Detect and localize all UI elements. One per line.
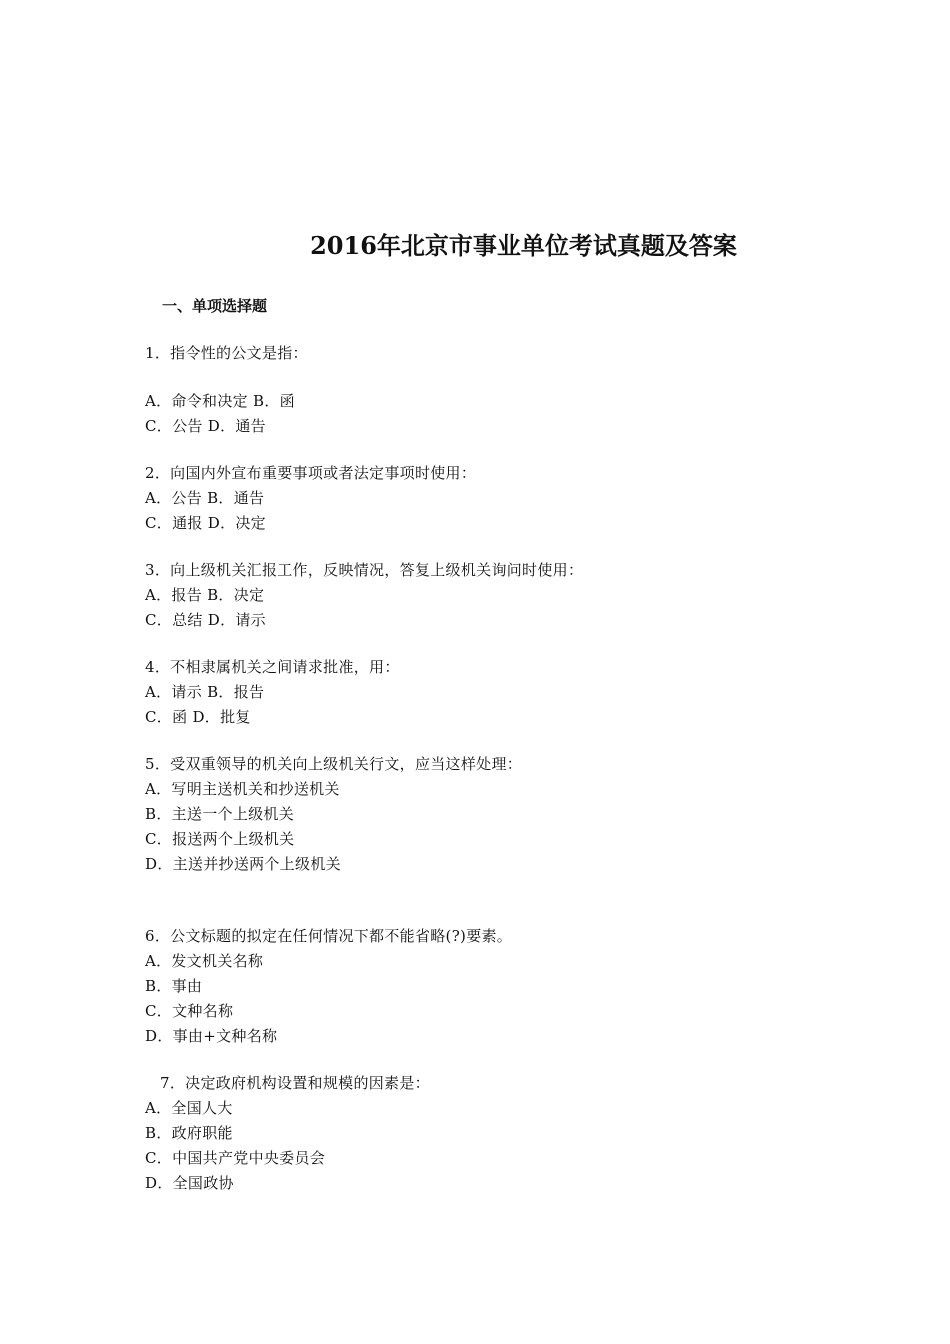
question-6-option-b: B．事由 [145, 977, 203, 995]
question-4-stem: 4．不相隶属机关之间请求批准，用： [145, 658, 400, 676]
question-6-option-d: D．事由+文种名称 [145, 1027, 278, 1045]
question-2-stem: 2．向国内外宣布重要事项或者法定事项时使用： [145, 464, 477, 482]
question-1-option-line-2: C．公告 D．通告 [145, 417, 266, 435]
question-3-option-line-1: A．报告 B．决定 [145, 586, 265, 604]
section-heading: 一、单项选择题 [162, 297, 268, 315]
question-5-option-a: A．写明主送机关和抄送机关 [145, 780, 340, 798]
question-7-option-d: D．全国政协 [145, 1174, 234, 1192]
question-7-option-b: B．政府职能 [145, 1124, 233, 1142]
question-4-option-line-2: C．函 D．批复 [145, 708, 251, 726]
question-2-option-line-2: C．通报 D．决定 [145, 514, 266, 532]
page-title: 2016年北京市事业单位考试真题及答案 [310, 231, 737, 260]
question-6-option-a: A．发文机关名称 [145, 952, 264, 970]
question-1-option-line-1: A．命令和决定 B．函 [145, 392, 295, 410]
question-2-option-line-1: A．公告 B．通告 [145, 489, 265, 507]
question-5-option-d: D．主送并抄送两个上级机关 [145, 855, 341, 873]
question-5-stem: 5．受双重领导的机关向上级机关行文，应当这样处理： [145, 755, 523, 773]
question-3-option-line-2: C．总结 D．请示 [145, 611, 266, 629]
question-7-stem: 7．决定政府机构设置和规模的因素是： [160, 1074, 430, 1092]
question-5-option-c: C．报送两个上级机关 [145, 830, 295, 848]
question-1-stem: 1．指令性的公文是指： [145, 344, 308, 362]
question-6-option-c: C．文种名称 [145, 1002, 234, 1020]
question-7-option-a: A．全国人大 [145, 1099, 233, 1117]
question-5-option-b: B．主送一个上级机关 [145, 805, 295, 823]
question-6-stem: 6．公文标题的拟定在任何情况下都不能省略(?)要素。 [145, 927, 513, 945]
question-4-option-line-1: A．请示 B．报告 [145, 683, 265, 701]
question-3-stem: 3．向上级机关汇报工作，反映情况，答复上级机关询问时使用： [145, 561, 584, 579]
question-7-option-c: C．中国共产党中央委员会 [145, 1149, 326, 1167]
